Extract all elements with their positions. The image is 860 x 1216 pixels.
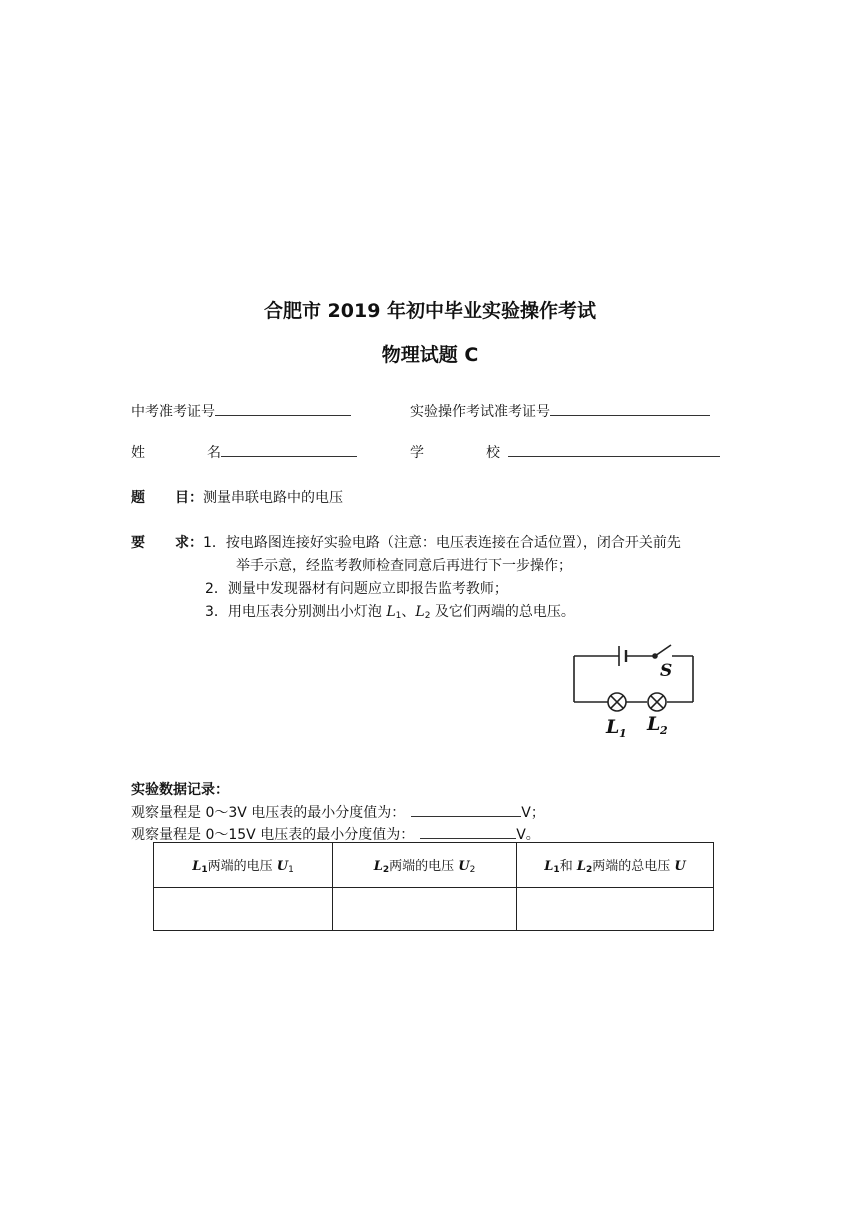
record-line-2-unit: V。 — [516, 827, 540, 843]
table-row — [154, 888, 714, 931]
requirement-3-text-pre: 用电压表分别测出小灯泡 — [227, 604, 387, 620]
requirement-3-sep: 、 — [401, 604, 416, 620]
min-division-3v-blank[interactable] — [411, 802, 521, 817]
record-line-1-unit: V； — [521, 805, 545, 821]
topic-text: 测量串联电路中的电压 — [203, 490, 343, 506]
switch-lever — [655, 645, 671, 656]
topic-label-2: 目： — [175, 490, 203, 506]
exam-id-field — [131, 401, 351, 421]
record-line-2 — [131, 824, 540, 844]
topic-line — [131, 487, 343, 507]
school-label-2: 校 — [486, 445, 500, 461]
lab-exam-id-field — [410, 401, 710, 421]
name-field — [131, 442, 357, 462]
requirement-3-number: 3． — [205, 604, 228, 620]
circuit-diagram — [560, 634, 710, 744]
name-label-2: 名 — [207, 445, 221, 461]
lamp-2-icon — [648, 693, 666, 711]
cell-u1-value[interactable] — [154, 888, 333, 931]
lamp-2-label: L — [647, 713, 661, 735]
lab-exam-id-blank[interactable] — [550, 401, 710, 416]
requirement-2-number: 2． — [205, 581, 228, 597]
record-line-2-text: 观察量程是 0～15V 电压表的最小分度值为： — [131, 827, 415, 843]
requirement-2-text: 测量中发现器材有问题应立即报告监考教师； — [227, 581, 508, 597]
lamp-1-icon — [608, 693, 626, 711]
requirement-3-text-post: 及它们两端的总电压。 — [430, 604, 575, 620]
record-heading: 实验数据记录： — [131, 782, 229, 798]
switch-label: S — [660, 661, 673, 681]
cell-u2-value[interactable] — [333, 888, 517, 931]
requirements-label-2: 求： — [175, 535, 203, 551]
record-line-1-text: 观察量程是 0～3V 电压表的最小分度值为： — [131, 805, 406, 821]
requirement-3-l1-sub: 1 — [395, 611, 402, 621]
exam-id-label: 中考准考证号 — [131, 404, 215, 420]
requirement-3 — [205, 601, 575, 621]
table-header-row — [154, 843, 714, 888]
school-field — [410, 442, 720, 462]
exam-id-blank[interactable] — [215, 401, 351, 416]
requirement-2 — [205, 578, 508, 598]
name-blank[interactable] — [221, 442, 357, 457]
requirements-label-1: 要 — [131, 535, 145, 551]
school-blank[interactable] — [508, 442, 720, 457]
requirement-3-l2: L — [415, 604, 425, 620]
header-cell-u2: $L_2$两端的电压 $U_2$ — [333, 843, 517, 888]
requirement-3-l1: L — [386, 604, 396, 620]
lamp-1-label-sub: 1 — [619, 727, 627, 740]
name-label-1: 姓 — [131, 445, 145, 461]
school-label-1: 学 — [410, 445, 424, 461]
exam-title: 合肥市 2019 年初中毕业实验操作考试 — [263, 300, 597, 322]
min-division-15v-blank[interactable] — [420, 824, 516, 839]
requirement-3-l2-sub: 2 — [424, 611, 431, 621]
exam-subtitle: 物理试题 C — [381, 344, 479, 366]
header-cell-u-total: $L_1$和 $L_2$两端的总电压 U — [517, 843, 714, 888]
requirement-1-number: 1． — [203, 535, 226, 551]
requirement-1-text: 按电路图连接好实验电路（注意：电压表连接在合适位置），闭合开关前先 — [225, 535, 681, 551]
header-cell-u1: $L_1$两端的电压 $U_1$ — [154, 843, 333, 888]
record-line-1 — [131, 802, 545, 822]
voltage-data-table — [153, 842, 714, 931]
requirement-1-continuation: 举手示意，经监考教师检查同意后再进行下一步操作； — [236, 558, 572, 574]
lab-exam-id-label: 实验操作考试准考证号 — [410, 404, 550, 420]
requirements-line-1 — [131, 532, 681, 552]
lamp-1-label: L — [606, 716, 620, 738]
cell-u-total-value[interactable] — [517, 888, 714, 931]
topic-label-1: 题 — [131, 490, 145, 506]
lamp-2-label-sub: 2 — [660, 724, 668, 737]
